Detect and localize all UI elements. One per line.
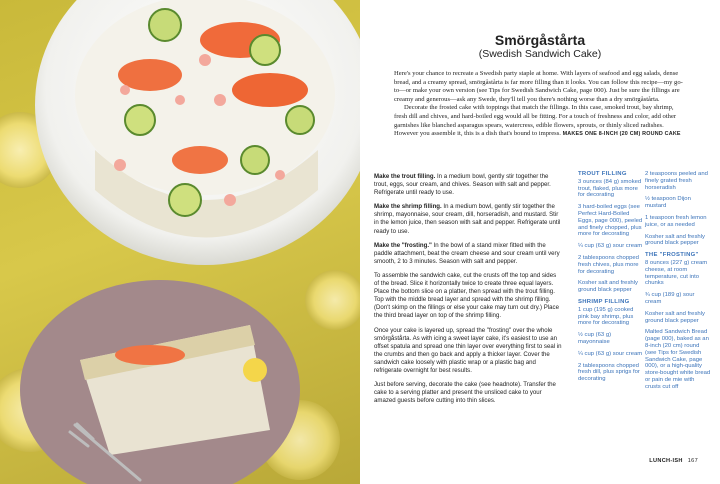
ingredient-item: Kosher salt and freshly ground black pepper xyxy=(645,233,705,247)
ingredient-item: ¾ cup (189 g) sour cream xyxy=(645,292,695,305)
section-name: LUNCH-ISH xyxy=(649,458,683,464)
method-step xyxy=(374,242,562,266)
ingredient-item: 2 tablespoons chopped fresh dill, plus sprigs for decorating xyxy=(578,362,640,383)
method-step xyxy=(374,203,562,235)
ingredient-group-heading: THE "FROSTING" xyxy=(645,252,699,259)
ingredient-item: Kosher salt and freshly ground black pepper xyxy=(578,280,638,294)
recipe-subtitle: (Swedish Sandwich Cake) xyxy=(478,48,602,60)
ingredient-item: Malted Sandwich Bread (page 000), baked as an 8-inch (20 cm) round (see Tips for Swedish Sandwich Cake, page 000), or a high-quality store-bought white bread or pain de mie with crusts cut off xyxy=(645,329,711,390)
method-step xyxy=(374,272,562,321)
step-text: Just before serving, decorate the cake (see headnote). Transfer the cake to a serving platter and present the unsliced cake to your amazed guests before cutting into thin slices. xyxy=(374,381,556,405)
page-number: 167 xyxy=(687,458,698,464)
headnote-text: Decorate the frosted cake with toppings that match the fillings. In this case, smoked trout, bay shrimp, fresh dill and chives, and hard-boiled egg would all be fitting. For a touch of freshness and color, add other garnishes like blanched asparagus spears, watercress, edible flowers, sprouts, or thinly sliced radishes. However you assemble it, this is a dish that's bound to impress. xyxy=(394,104,677,138)
ingredient-item: ½ cup (63 g) mayonnaise xyxy=(578,332,612,345)
headnote xyxy=(394,70,686,139)
method-step xyxy=(374,381,562,405)
step-heading: Make the shrimp filling. xyxy=(374,203,442,211)
method-step xyxy=(374,173,562,197)
ingredient-item: 8 ounces (227 g) cream cheese, at room temperature, cut into chunks xyxy=(645,259,708,287)
ingredient-item: ½ teaspoon Dijon mustard xyxy=(645,196,691,210)
step-heading: Make the trout filling. xyxy=(374,173,436,180)
step-text: In a medium bowl, gently stir together the shrimp, mayonnaise, sour cream, dill, horseradish, and mustard. Stir in the lemon juice, then season with salt and pepper. Refrigerate until ready to use. xyxy=(374,203,561,235)
ingredient-item: 1 teaspoon fresh lemon juice, or as needed xyxy=(645,214,707,228)
ingredients-column-2 xyxy=(645,171,711,396)
headnote-paragraph: Here's your chance to recreate a Swedish party staple at home. With layers of seafood and egg salads, dense bread, and a creamy spread, smörgåstårta is far more filling than it looks. You can follow this recipe—my go-to—or make your own version (see Tips for Swedish Sandwich Cake, page 000). Just be sure the fillings are creamy and generous—ask any Swede, they'll tell you there's nothing worse than a dry smörgåstårta. xyxy=(394,70,683,103)
ingredient-item: 1 cup (195 g) cooked pink bay shrimp, plus more for decorating xyxy=(578,306,634,327)
headnote-paragraph xyxy=(394,104,686,138)
ingredient-group-heading: SHRIMP FILLING xyxy=(578,298,630,305)
yield-label: MAKES ONE 8-INCH (20 CM) ROUND CAKE xyxy=(562,131,681,138)
step-text: In a medium bowl, gently stir together the trout, eggs, sour cream, and chives. Season with salt and pepper. Refrigerate until ready to use. xyxy=(374,173,551,197)
ingredient-item: Kosher salt and freshly ground black pepper xyxy=(645,310,705,324)
ingredient-item: 2 tablespoons chopped fresh chives, plus more for decorating xyxy=(578,254,639,275)
recipe-page xyxy=(360,0,720,484)
step-text: To assemble the sandwich cake, cut the crusts off the top and sides of the bread. Slice it horizontally twice to create three equal layers. Place the bottom slice on a platter, then spread with the trout filling. Top with the middle bread layer and spread with the shrimp filling. (Don't skimp on the fillings or else your cake may turn out dry.) Place the third bread layer on top of the shrimp filling. xyxy=(374,271,559,320)
ingredient-item: ¼ cup (63 g) sour cream xyxy=(578,350,643,357)
ingredient-item: 3 hard-boiled eggs (see Perfect Hard-Boiled Eggs, page 000), peeled and finely chopped, plus more for decorating xyxy=(578,204,643,238)
recipe-title: Smörgåstårta xyxy=(494,32,586,48)
page-footer xyxy=(649,458,698,464)
ingredient-group-heading: TROUT FILLING xyxy=(578,171,627,177)
ingredients-column-1 xyxy=(578,171,644,388)
ingredient-item: 2 teaspoons peeled and finely grated fresh horseradish xyxy=(645,171,708,191)
method-steps xyxy=(374,173,562,411)
step-heading: Make the "frosting." xyxy=(374,241,432,249)
step-text: Once your cake is layered up, spread the "frosting" over the whole smörgåstårta. As with icing a sweet layer cake, it's easiest to use an offset spatula and spread one thin layer over everything first to seal in the crumbs and then go back and apply a thicker layer. Cover the sandwich cake loosely with plastic wrap or a plastic bag and refrigerate overnight for best results. xyxy=(374,326,562,374)
step-text: In the bowl of a stand mixer fitted with the paddle attachment, beat the cream cheese and sour cream until very smooth, 2 to 3 minutes. Season with salt and pepper. xyxy=(374,241,560,265)
ingredient-item: 3 ounces (84 g) smoked trout, flaked, plus more for decorating xyxy=(578,178,642,199)
ingredient-item: ¼ cup (63 g) sour cream xyxy=(578,243,643,250)
method-step xyxy=(374,327,562,376)
